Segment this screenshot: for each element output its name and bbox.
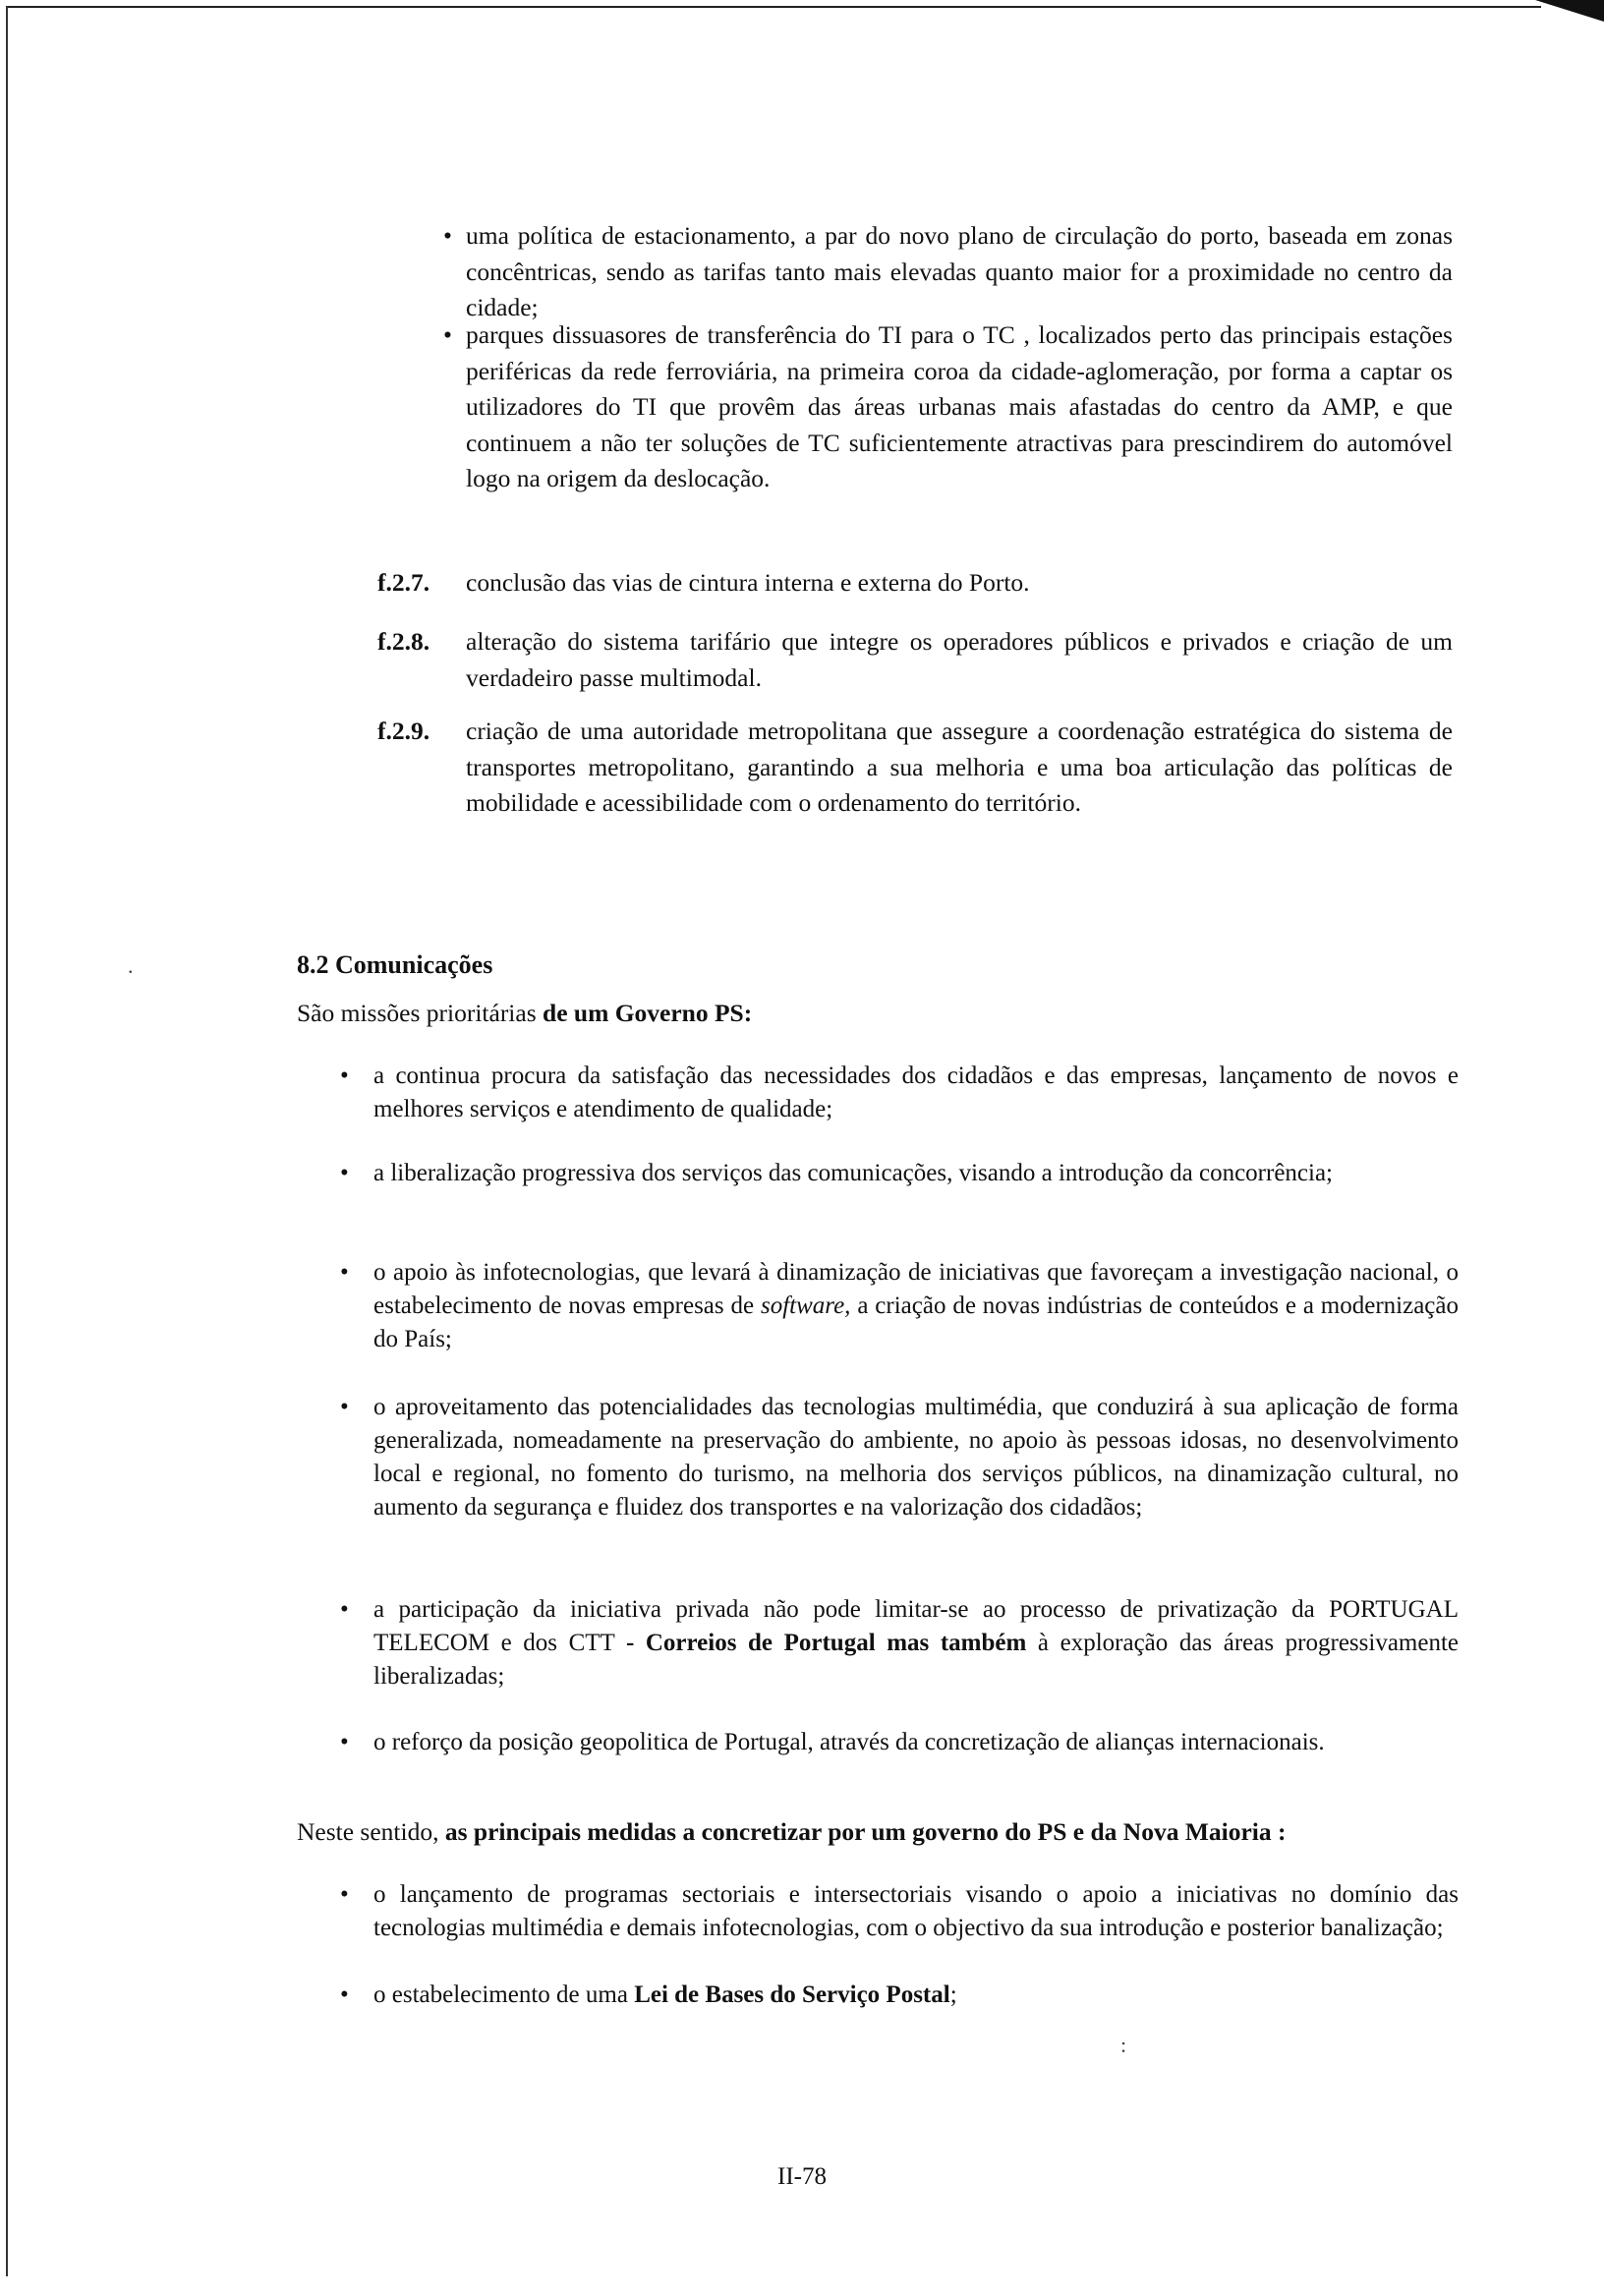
bullet-icon: • — [340, 1729, 349, 1755]
intro-bold: de um Governo PS: — [543, 999, 753, 1027]
list-item-text: à exploração das áreas progressivamente liberalizadas; — [373, 1630, 1459, 1690]
bullet-icon: • — [340, 1596, 349, 1623]
list-item — [340, 1878, 1459, 1945]
item-number: f.2.8. — [377, 627, 430, 656]
item-text: alteração do sistema tarifário que integre os operadores públicos e privados e criação de um verdadeiro passe multimodal. — [466, 627, 1453, 692]
scan-border-left — [6, 6, 8, 2276]
list-item-text: a criação de novas indústrias de conteúdos e a modernização do País; — [373, 1292, 1459, 1352]
list-item — [443, 218, 1453, 326]
bullet-icon: • — [443, 320, 452, 349]
section-heading: 8.2 Comunicações — [297, 950, 493, 979]
list-item — [340, 1726, 1459, 1759]
list-item — [340, 1979, 1459, 2012]
intro-bold: as principais medidas a concretizar por um governo do PS e da Nova Maioria : — [444, 1817, 1287, 1846]
list-item-text: o estabelecimento de uma — [373, 1981, 635, 2008]
bullet-icon: • — [340, 1981, 349, 2008]
bullet-icon: • — [340, 1062, 349, 1089]
list-item — [340, 1256, 1459, 1356]
bold-text: Lei de Bases do Serviço Postal — [634, 1981, 950, 2008]
item-text: criação de uma autoridade metropolitana que assegure a coordenação estratégica do sistema de transportes metropolitano, garantindo a sua melhoria e uma boa articulação das políticas de mobilidade e acessibilidade com o ordenamento do território. — [466, 717, 1453, 817]
list-item-text: ; — [949, 1981, 957, 2008]
list-item-text: o aproveitamento das potencialidades das tecnologias multimédia, que conduzirá à sua aplicação de forma generalizada, nomeadamente na preservação do ambiente, no apoio às pessoas idosas, no desenvolvimento local e regional, no fomento do turismo, na melhoria dos serviços públicos, na dinamização cultural, no aumento da segurança e fluidez dos transportes e na valorização dos cidadãos; — [373, 1394, 1459, 1521]
scan-corner-mark — [1535, 0, 1604, 22]
numbered-item — [377, 714, 1453, 822]
item-number: f.2.9. — [377, 717, 430, 745]
list-item — [443, 317, 1453, 497]
bullet-icon: • — [340, 1259, 349, 1286]
scan-speck: . — [128, 953, 134, 978]
intro-text: São missões prioritárias — [297, 999, 544, 1027]
list-item-text: o reforço da posição geopolitica de Portugal, através da concretização de alianças internacionais. — [373, 1729, 1325, 1755]
list-item — [340, 1157, 1459, 1190]
intro-text: Neste sentido, — [297, 1817, 445, 1846]
list-item-text: uma política de estacionamento, a par do novo plano de circulação do porto, baseada em zonas concêntricas, sendo as tarifas tanto mais elevadas quanto maior for a proximidade no centro da cidade; — [466, 221, 1453, 321]
list-item-text: parques dissuasores de transferência do TI para o TC , localizados perto das principais estações periféricas da rede ferroviária, na primeira coroa da cidade-aglomeração, por forma a captar os utilizadores do TI que provêm das áreas urbanas mais afastadas do centro da AMP, e que continuem a não ter soluções de TC suficientemente atractivas para prescindirem do automóvel logo na origem da deslocação. — [466, 320, 1453, 492]
list-item-text: a participação da iniciativa privada não pode limitar-se ao processo de privatização da PORTUGAL TELECOM e dos CTT — [373, 1596, 1459, 1656]
scan-border-top — [8, 6, 1541, 8]
section-intro — [297, 999, 752, 1028]
numbered-item — [377, 624, 1453, 696]
item-text: conclusão das vias de cintura interna e externa do Porto. — [466, 568, 1030, 597]
italic-term: software, — [760, 1292, 851, 1319]
list-item — [340, 1593, 1459, 1693]
list-item — [340, 1391, 1459, 1524]
list-item-text: o apoio às infotecnologias, que levará à dinamização de iniciativas que favoreçam a investigação nacional, o estabelecimento de novas empresas de — [373, 1259, 1459, 1319]
list-item-text: o lançamento de programas sectoriais e intersectoriais visando o apoio a iniciativas no domínio das tecnologias multimédia e demais infotecnologias, com o objectivo da sua introdução e posterior banalização; — [373, 1881, 1459, 1941]
bullet-icon: • — [340, 1160, 349, 1186]
bullet-icon: • — [443, 221, 452, 250]
list-item-text: a continua procura da satisfação das necessidades dos cidadãos e das empresas, lançamento de novos e melhores serviços e atendimento de qualidade; — [373, 1062, 1459, 1122]
numbered-item — [377, 565, 1453, 602]
list-item-text: a liberalização progressiva dos serviços das comunicações, visando a introdução da concorrência; — [373, 1160, 1334, 1186]
page-number: II-78 — [777, 2163, 827, 2190]
item-number: f.2.7. — [377, 568, 430, 597]
scan-speck: : — [1120, 2033, 1127, 2057]
list-item — [340, 1060, 1459, 1126]
bullet-icon: • — [340, 1394, 349, 1420]
bullet-icon: • — [340, 1881, 349, 1908]
bold-text: - Correios de Portugal mas também — [625, 1630, 1027, 1656]
measures-intro — [297, 1817, 1287, 1847]
